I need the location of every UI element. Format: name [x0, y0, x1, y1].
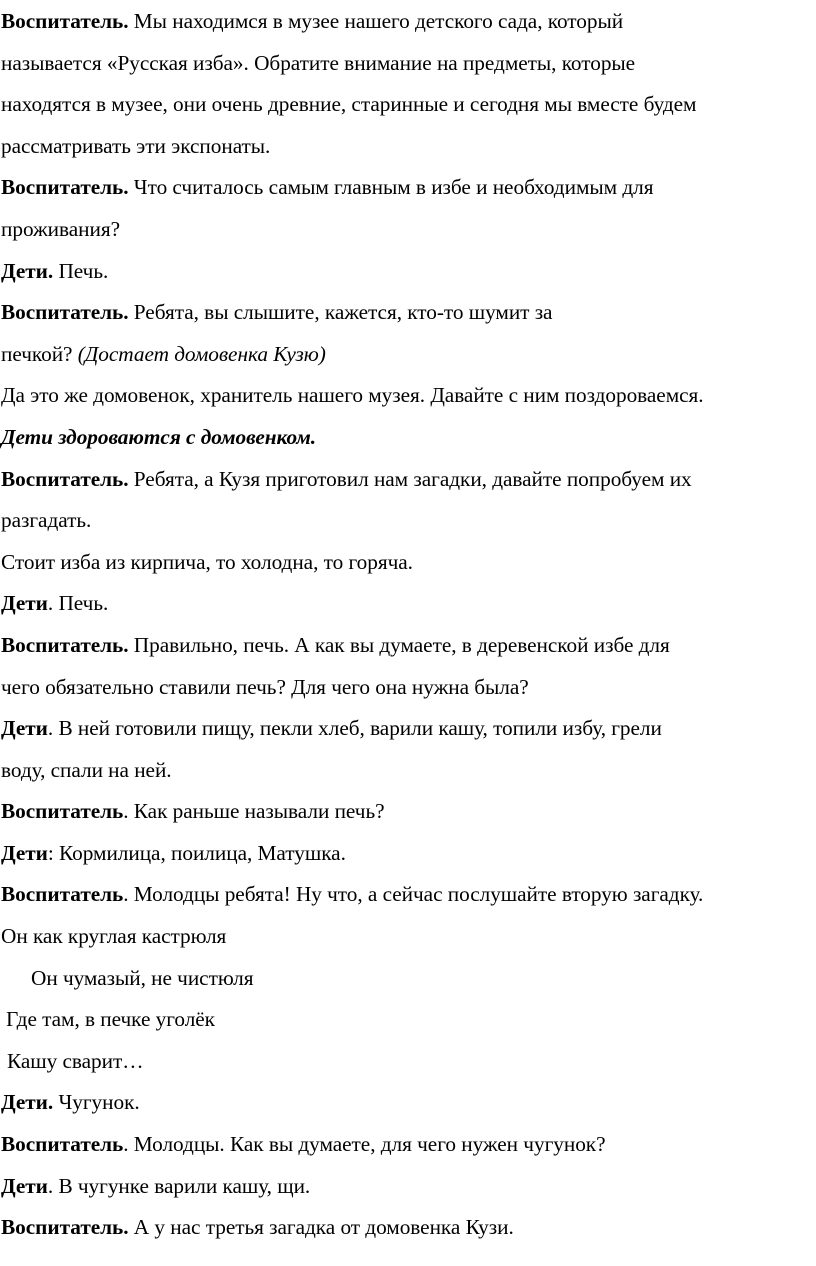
- paragraph-text: Что считалось самым главным в избе и необходимым для: [133, 175, 654, 200]
- speaker-label: Воспитатель.: [1, 9, 129, 33]
- paragraph: [1, 292, 816, 334]
- paragraph-text: . В ней готовили пищу, пекли хлеб, варили кашу, топили избу, грели: [47, 716, 662, 741]
- stage-direction: (Достает домовенка Кузю): [77, 341, 326, 366]
- paragraph-text: . В чугунке варили кашу, щи.: [47, 1173, 311, 1198]
- paragraph-text: Мы находимся в музее нашего детского сада, который: [133, 9, 624, 33]
- paragraph-text: . Печь.: [47, 591, 109, 616]
- stage-direction: Дети здороваются с домовенком.: [1, 424, 317, 449]
- speaker-label: Дети: [1, 1173, 48, 1198]
- paragraph-line: воду, спали на ней.: [1, 757, 172, 782]
- paragraph: [1, 1166, 816, 1208]
- paragraph: [1, 791, 816, 833]
- paragraph: [1, 459, 816, 501]
- paragraph-line: рассматривать эти экспонаты.: [1, 133, 271, 158]
- paragraph-line: называется «Русская изба». Обратите внимание на предметы, которые: [1, 50, 636, 75]
- paragraph: [1, 833, 816, 875]
- speaker-label: Дети: [1, 591, 48, 616]
- paragraph-text: Ребята, а Кузя приготовил нам загадки, давайте попробуем их: [133, 466, 692, 491]
- paragraph-text: печкой?: [1, 341, 73, 366]
- paragraph-text: Ребята, вы слышите, кажется, кто-то шумит за: [133, 300, 553, 325]
- paragraph: [1, 167, 816, 209]
- speaker-label: Воспитатель: [1, 1132, 124, 1157]
- speaker-label: Воспитатель.: [1, 466, 129, 491]
- speaker-label: Воспитатель: [1, 882, 124, 907]
- riddle-line: Кашу сварит…: [7, 1048, 144, 1073]
- paragraph: [1, 625, 816, 667]
- paragraph: [1, 874, 816, 916]
- paragraph: [1, 1207, 816, 1249]
- paragraph: Да это же домовенок, хранитель нашего музея. Давайте с ним поздороваемся.: [1, 383, 704, 408]
- paragraph-text: А у нас третья загадка от домовенка Кузи.: [133, 1215, 514, 1240]
- paragraph: [1, 1124, 816, 1166]
- speaker-label: Воспитатель.: [1, 175, 129, 200]
- riddle-line: Стоит изба из кирпича, то холодна, то горяча.: [1, 549, 413, 574]
- paragraph-line: [1, 334, 816, 376]
- speaker-label: Дети: [1, 840, 48, 865]
- paragraph: [1, 1082, 816, 1124]
- paragraph-text: . Как раньше называли печь?: [123, 799, 385, 824]
- paragraph-line: проживания?: [1, 216, 120, 241]
- paragraph: [1, 251, 816, 293]
- riddle-line: Где там, в печке уголёк: [6, 1007, 215, 1032]
- riddle-line: Он как круглая кастрюля: [1, 924, 227, 949]
- paragraph-text: . Молодцы. Как вы думаете, для чего нужен чугунок?: [123, 1132, 606, 1157]
- paragraph-text: Чугунок.: [58, 1090, 140, 1115]
- paragraph-line: находятся в музее, они очень древние, старинные и сегодня мы вместе будем: [1, 92, 697, 117]
- paragraph-text: : Кормилица, поилица, Матушка.: [47, 840, 346, 865]
- speaker-label: Воспитатель.: [1, 300, 129, 325]
- paragraph-text: Печь.: [58, 258, 109, 283]
- paragraph-text: . Молодцы ребята! Ну что, а сейчас послушайте вторую загадку.: [123, 882, 704, 907]
- paragraph: [1, 708, 816, 750]
- paragraph: [1, 1, 816, 43]
- paragraph-line: разгадать.: [1, 508, 92, 533]
- speaker-label: Дети.: [1, 1090, 54, 1115]
- speaker-label: Воспитатель: [1, 799, 124, 824]
- riddle-line: Он чумазый, не чистюля: [31, 965, 254, 990]
- speaker-label: Воспитатель.: [1, 632, 129, 657]
- paragraph-line: чего обязательно ставили печь? Для чего она нужна была?: [1, 674, 529, 699]
- paragraph-text: Правильно, печь. А как вы думаете, в деревенской избе для: [133, 632, 670, 657]
- paragraph: [1, 583, 816, 625]
- speaker-label: Дети: [1, 716, 48, 741]
- speaker-label: Дети.: [1, 258, 54, 283]
- speaker-label: Воспитатель.: [1, 1215, 129, 1240]
